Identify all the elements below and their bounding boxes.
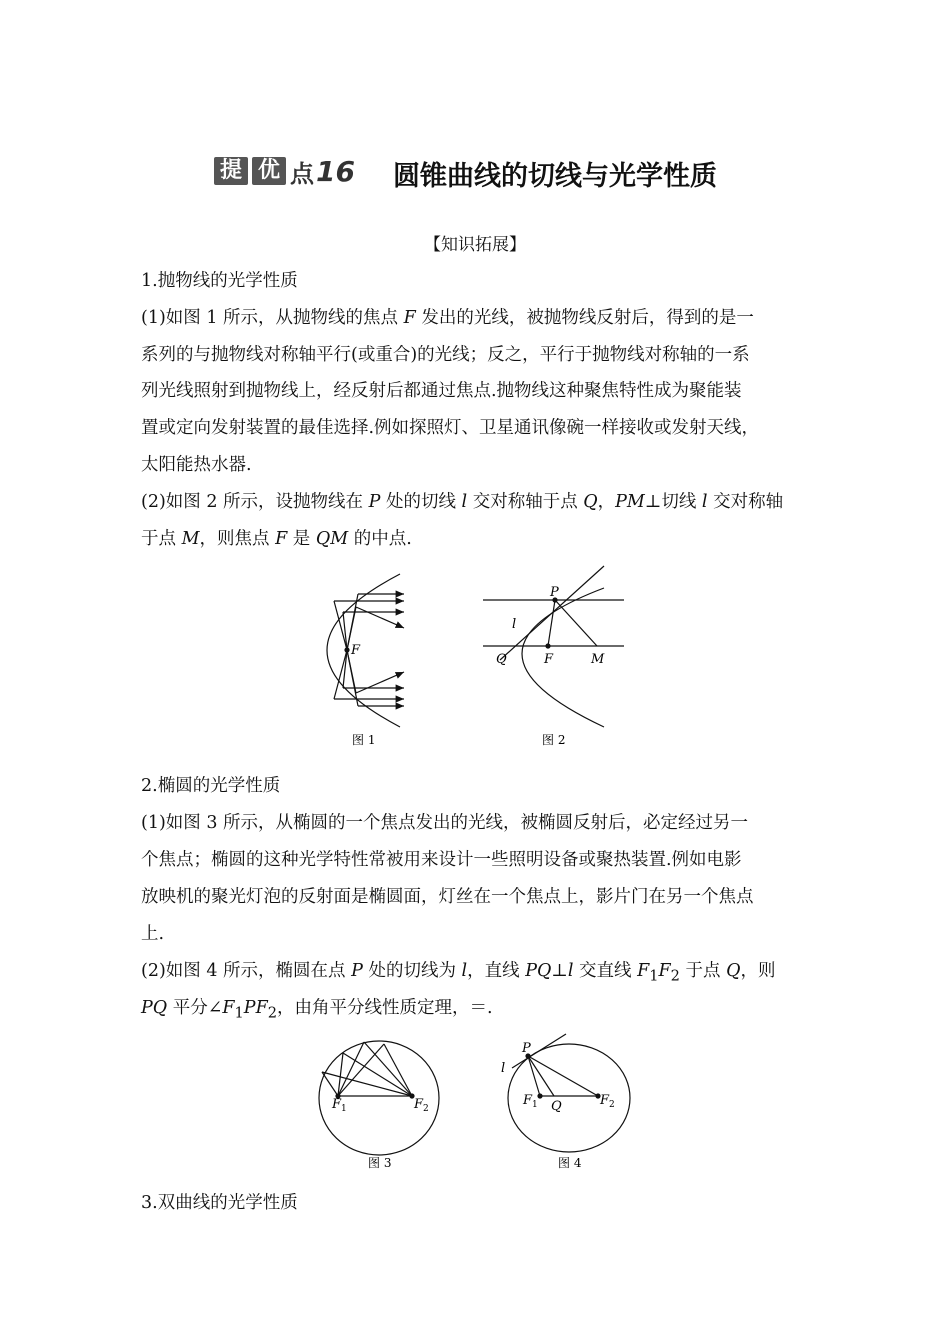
sec1-p1-line1: (1)如图 1 所示，从抛物线的焦点 F 发出的光线，被抛物线反射后，得到的是一 — [141, 308, 754, 328]
fig2-label-F: F — [544, 652, 554, 667]
fig2-caption: 图 2 — [542, 733, 566, 747]
fig4-label-l: l — [501, 1061, 506, 1076]
figure-1 — [327, 574, 404, 727]
sec2-p2-line1: (2)如图 4 所示，椭圆在点 P 处的切线为 l，直线 PQ⊥l 交直线 $F_1F_2$ 于点 Q，则 — [141, 961, 776, 985]
title-text: 圆锥曲线的切线与光学性质 — [393, 161, 717, 192]
sec1-p2-line1: (2)如图 2 所示，设抛物线在 P 处的切线 l 交对称轴于点 Q，PM⊥切线 l 交对称轴 — [141, 492, 784, 512]
badge-char-2: 优 — [252, 157, 286, 185]
sec2-p1-line2: 个焦点；椭圆的这种光学特性常被用来设计一些照明设备或聚热装置.例如电影 — [141, 850, 742, 870]
fig4-label-P: P — [522, 1041, 531, 1056]
sec1-p1-line3: 列光线照射到抛物线上，经反射后都通过焦点.抛物线这种聚焦特性成为聚能装 — [141, 381, 742, 401]
badge-char-3: 点 — [290, 159, 314, 188]
fig2-label-Q: Q — [496, 652, 507, 667]
fig2-label-M: M — [591, 652, 605, 667]
fig3-label-F1: $F_1$ — [332, 1097, 347, 1114]
sec1-p2-line2: 于点 M，则焦点 F 是 QM 的中点. — [141, 529, 412, 549]
figures-1-2 — [0, 560, 950, 755]
section-label: 【知识拓展】 — [424, 235, 526, 255]
sec2-p2-line2: PQ 平分$\angle F_1PF_2$，由角平分线性质定理，＝. — [141, 998, 493, 1022]
fig2-label-P: P — [550, 585, 559, 600]
section3-heading: 3.双曲线的光学性质 — [141, 1193, 298, 1213]
fig3-label-F2: $F_2$ — [414, 1097, 429, 1114]
sec1-p1-line4: 置或定向发射装置的最佳选择.例如探照灯、卫星通讯像碗一样接收或发射天线， — [141, 418, 760, 438]
sec2-p1-line3: 放映机的聚光灯泡的反射面是椭圆面，灯丝在一个焦点上，影片门在另一个焦点 — [141, 887, 754, 907]
sec2-p1-line4: 上. — [141, 924, 165, 944]
fig4-caption: 图 4 — [558, 1156, 582, 1170]
fig4-label-Q: Q — [551, 1099, 562, 1114]
fig2-label-l: l — [512, 617, 517, 632]
fig1-caption: 图 1 — [352, 733, 376, 747]
sec1-p1-line2: 系列的与抛物线对称轴平行(或重合)的光线；反之，平行于抛物线对称轴的一系 — [141, 345, 750, 365]
fig4-label-F1: $F_1$ — [523, 1093, 538, 1110]
sec2-p1-line1: (1)如图 3 所示，从椭圆的一个焦点发出的光线，被椭圆反射后，必定经过另一 — [141, 813, 749, 833]
page-title — [0, 150, 950, 194]
fig4-label-F2: $F_2$ — [600, 1093, 615, 1110]
badge-char-1: 提 — [214, 157, 248, 185]
sec1-p1-line5: 太阳能热水器. — [141, 455, 252, 475]
fig1-label-F: F — [351, 643, 361, 658]
fig3-caption: 图 3 — [368, 1156, 392, 1170]
badge-number: 16 — [316, 154, 355, 188]
parabola-curve — [327, 574, 400, 727]
figures-3-4 — [0, 1028, 950, 1178]
title-badge — [214, 156, 355, 186]
section1-heading: 1.抛物线的光学性质 — [141, 271, 298, 291]
section2-heading: 2.椭圆的光学性质 — [141, 776, 281, 796]
